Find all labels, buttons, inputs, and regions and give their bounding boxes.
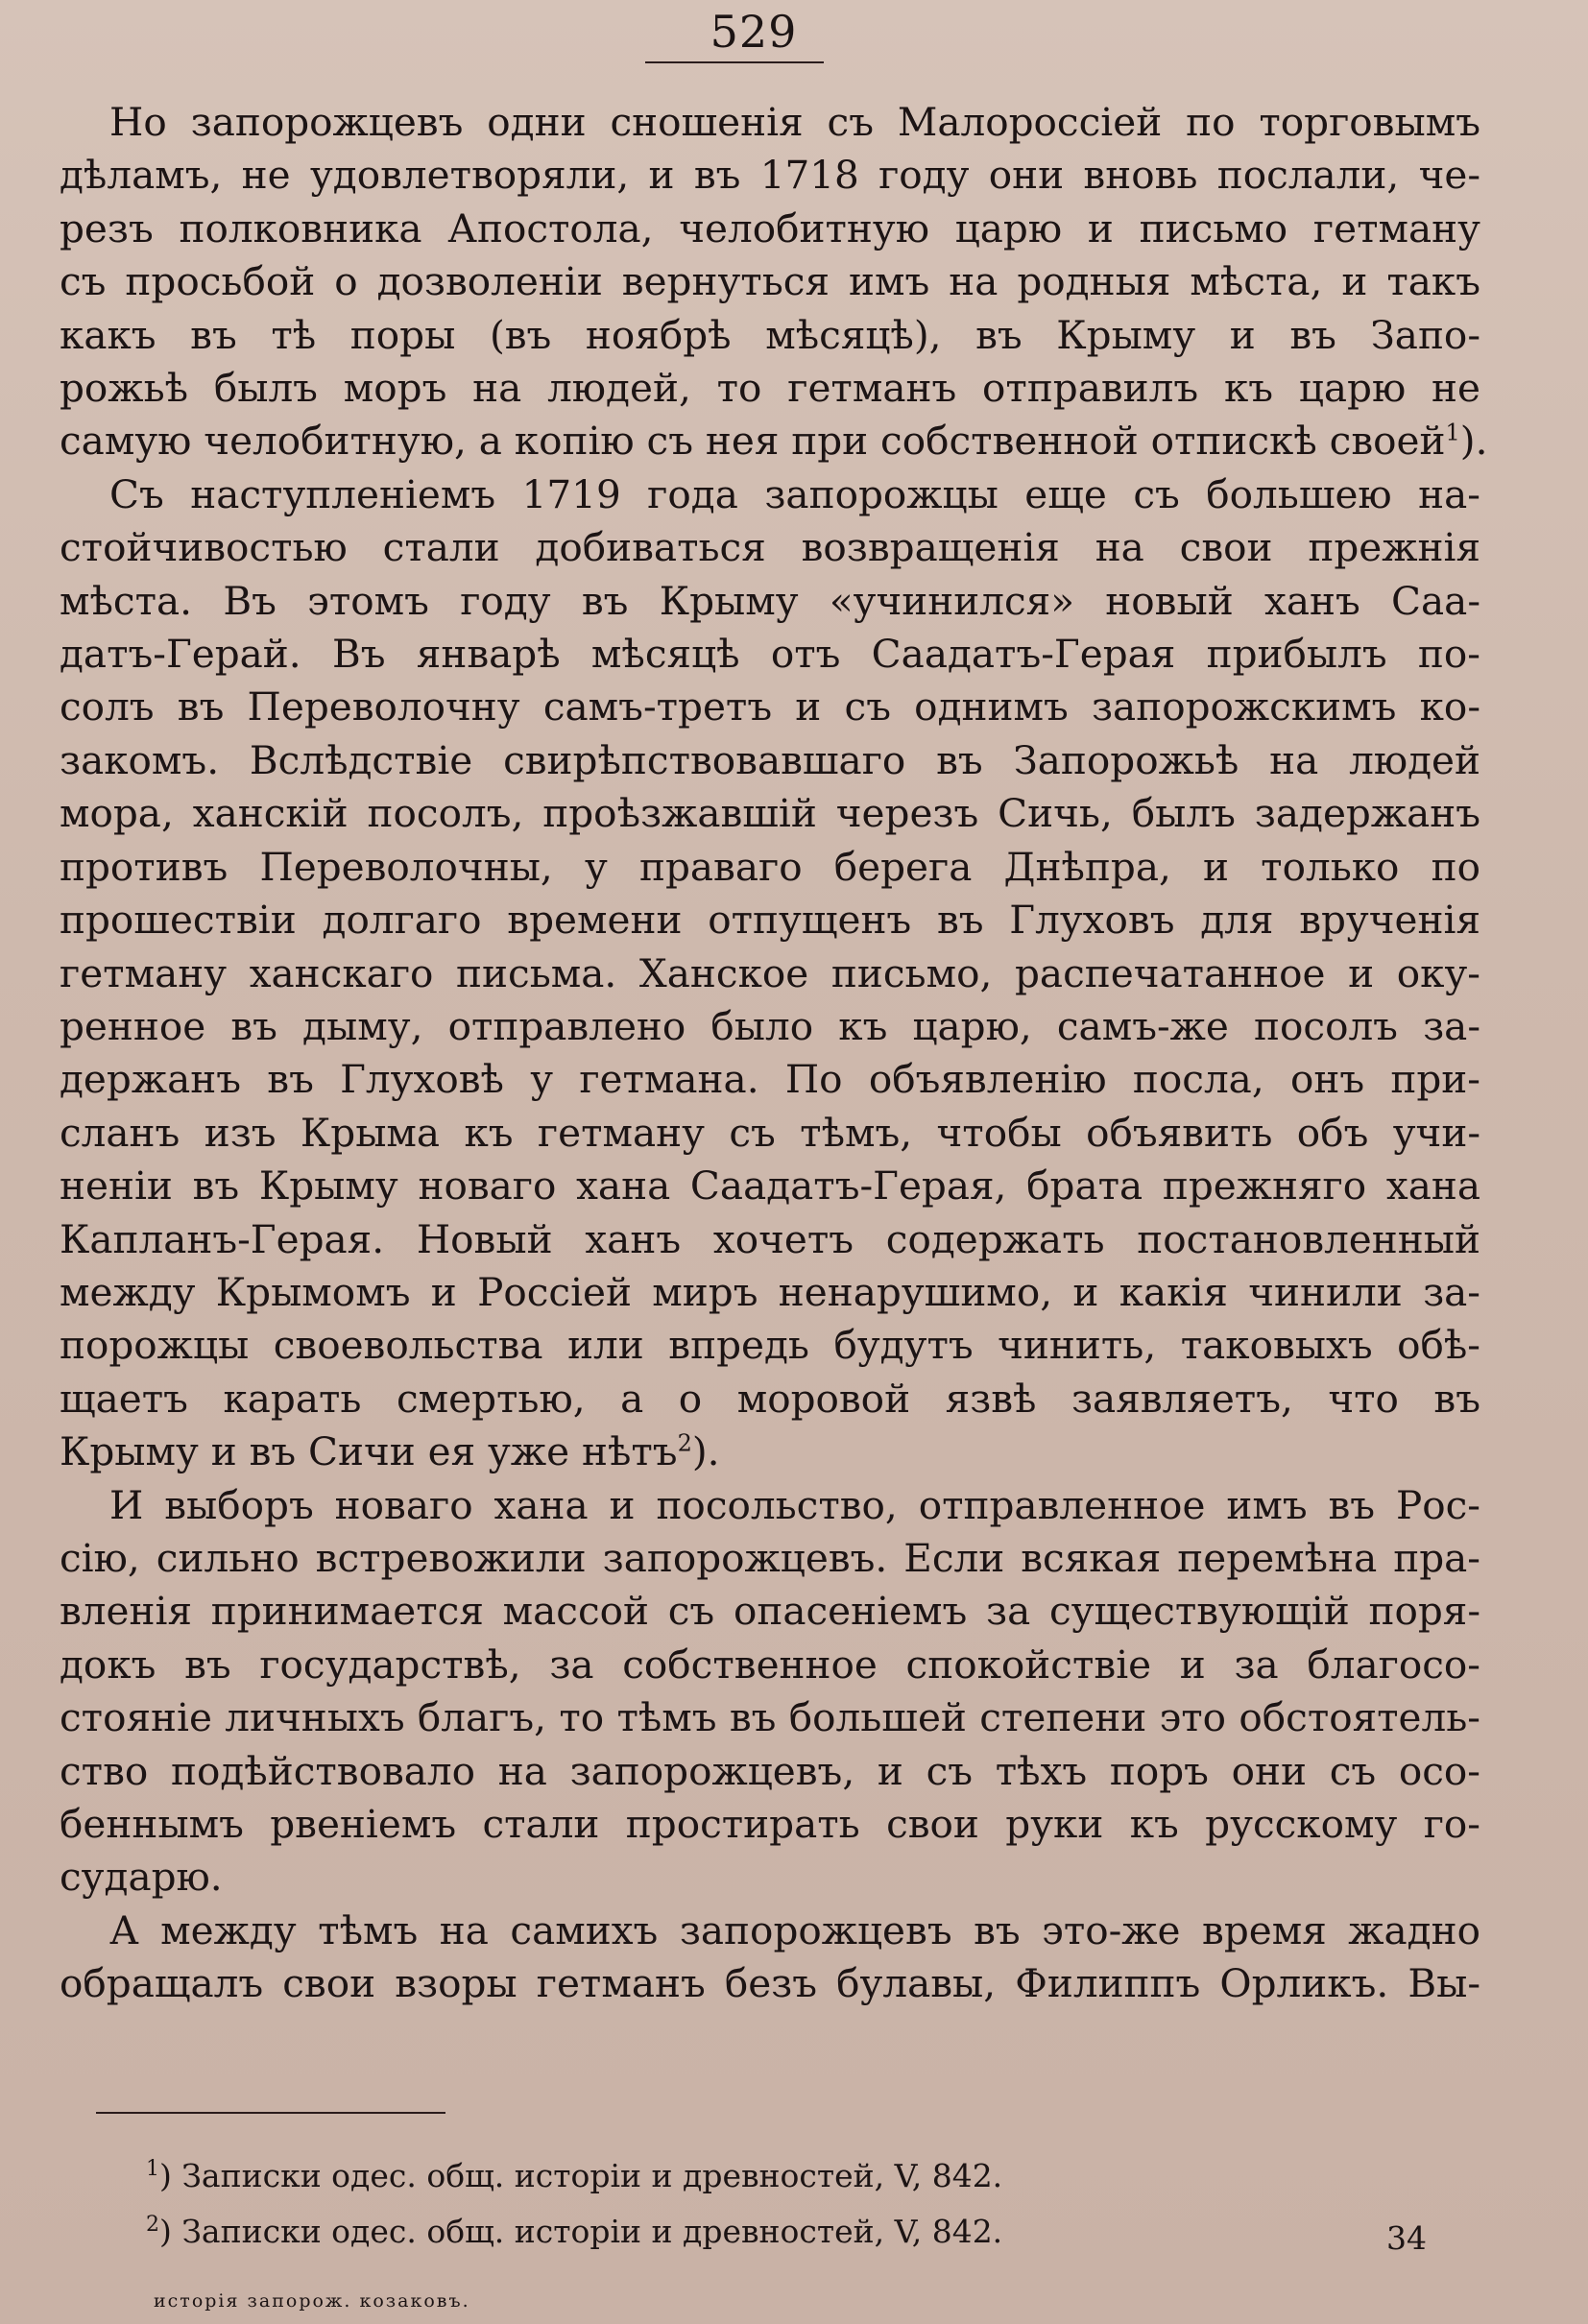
line-text: Съ наступленіемъ 1719 года запорожцы еще съ большею на-: [109, 470, 1480, 517]
text-line: [60, 96, 1480, 149]
text-line: [60, 309, 1480, 362]
footnote: [146, 2148, 1002, 2204]
body-text: [60, 96, 1488, 2011]
line-text: гетману ханскаго письма. Ханское письмо, распечатанное и оку-: [60, 949, 1480, 996]
text-line: [60, 415, 1488, 467]
line-text: солъ въ Переволочну самъ-третъ и съ однимъ запорожскимъ ко-: [60, 683, 1480, 731]
line-text: сударю.: [60, 1854, 223, 1901]
line-text: ренное въ дыму, отправлено было къ царю, самъ-же посолъ за-: [60, 1002, 1480, 1049]
text-line: [60, 1532, 1480, 1585]
line-text: Крыму и въ Сичи ея уже нѣтъ: [60, 1428, 678, 1475]
line-text: стойчивостью стали добиваться возвращенія на свои прежнія: [60, 524, 1480, 571]
footnote-mark: 1: [146, 2157, 159, 2181]
line-text: стояніе личныхъ благъ, то тѣмъ въ большей степени это обстоятель-: [60, 1694, 1480, 1741]
line-text: мора, ханскій посолъ, проѣзжавшій черезъ Сичь, былъ задержанъ: [60, 790, 1480, 837]
text-line: [60, 681, 1480, 733]
text-line: [60, 1053, 1480, 1106]
text-line: [60, 1905, 1480, 1957]
line-text: съ просьбой о дозволеніи вернуться имъ на родныя мѣста, и такъ: [60, 258, 1480, 305]
footnote-text: ) Записки одес. общ. исторіи и древностей, V, 842.: [159, 2157, 1003, 2194]
text-line: [60, 1585, 1480, 1638]
text-line: [60, 628, 1480, 681]
text-line: [60, 468, 1480, 521]
text-line: [60, 1213, 1480, 1266]
footnote-rule: [96, 2112, 445, 2114]
line-text: А между тѣмъ на самихъ запорожцевъ въ это-же время жадно: [109, 1906, 1480, 1953]
text-line: [60, 894, 1480, 946]
line-text: Но запорожцевъ одни сношенія съ Малороссіей по торговымъ: [109, 99, 1480, 145]
footnote-text: ) Записки одес. общ. исторіи и древностей, V, 842.: [159, 2213, 1003, 2250]
text-line: [60, 1426, 1480, 1478]
text-line: [60, 1798, 1480, 1851]
text-line: [60, 841, 1480, 894]
running-foot: исторія запорож. козаковъ.: [154, 2290, 470, 2312]
line-text: противъ Переволочны, у праваго берега Днѣпра, и только по: [60, 843, 1480, 890]
text-line: [60, 1745, 1480, 1798]
text-line: [60, 203, 1480, 255]
line-tail: ).: [1459, 418, 1488, 465]
page-number: 529: [710, 6, 798, 58]
line-text: беннымъ рвеніемъ стали простирать свои руки къ русскому го-: [60, 1801, 1480, 1847]
text-line: [60, 1479, 1480, 1532]
line-text: закомъ. Вслѣдствіе свирѣпствовавшаго въ Запорожьѣ на людей: [60, 736, 1480, 783]
line-text: ство подѣйствовало на запорожцевъ, и съ тѣхъ поръ они съ осо-: [60, 1747, 1480, 1794]
line-text: неніи въ Крыму новаго хана Саадатъ-Герая, брата прежняго хана: [60, 1162, 1480, 1210]
footnotes: [146, 2148, 1002, 2260]
text-line: [60, 1107, 1480, 1160]
line-text: сію, сильно встревожили запорожцевъ. Если всякая перемѣна пра-: [60, 1534, 1480, 1581]
text-line: [60, 1000, 1480, 1053]
line-text: датъ-Герай. Въ январѣ мѣсяцѣ отъ Саадатъ-Герая прибылъ по-: [60, 631, 1480, 678]
line-text: щаетъ карать смертью, а о моровой язвѣ заявляетъ, что въ: [60, 1375, 1480, 1422]
text-line: [60, 521, 1480, 574]
line-text: резъ полковника Апостола, челобитную царю и письмо гетману: [60, 204, 1480, 252]
line-text: рожьѣ былъ моръ на людей, то гетманъ отправилъ къ царю не: [60, 365, 1480, 412]
footnote-ref: 1: [1445, 419, 1460, 446]
line-text: прошествіи долгаго времени отпущенъ въ Глуховъ для врученія: [60, 897, 1480, 944]
line-text: дѣламъ, не удовлетворяли, и въ 1718 году они вновь послали, че-: [60, 152, 1480, 199]
footnote: [146, 2204, 1002, 2260]
text-line: [60, 1851, 1480, 1904]
line-text: какъ въ тѣ поры (въ ноябрѣ мѣсяцѣ), въ Крыму и въ Запо-: [60, 311, 1480, 358]
text-line: [60, 149, 1480, 202]
line-text: докъ въ государствѣ, за собственное спокойствіе и за благосо-: [60, 1641, 1480, 1688]
text-line: [60, 1266, 1480, 1319]
text-line: [60, 1639, 1480, 1691]
header-rule: [645, 61, 824, 63]
text-line: [60, 947, 1480, 1000]
text-line: [60, 734, 1480, 787]
text-line: [60, 362, 1480, 415]
signature-mark: 34: [1386, 2219, 1427, 2257]
text-line: [60, 1160, 1480, 1212]
text-line: [60, 1319, 1480, 1372]
line-text: обращалъ свои взоры гетманъ безъ булавы, Филиппъ Орликъ. Вы-: [60, 1960, 1480, 2007]
footnote-mark: 2: [146, 2213, 159, 2237]
text-line: [60, 1691, 1480, 1744]
text-line: [60, 1957, 1480, 2010]
line-text: вленія принимается массой съ опасеніемъ за существующій поря-: [60, 1588, 1480, 1635]
line-text: самую челобитную, а копію съ нея при собственной отпискѣ своей: [60, 418, 1446, 465]
line-text: мѣста. Въ этомъ году въ Крыму «учинился» новый ханъ Саа-: [60, 577, 1480, 624]
text-line: [60, 255, 1480, 308]
line-text: И выборъ новаго хана и посольство, отправленное имъ въ Рос-: [109, 1481, 1480, 1528]
line-text: держанъ въ Глуховѣ у гетмана. По объявленію посла, онъ при-: [60, 1056, 1480, 1103]
footnote-ref: 2: [677, 1429, 692, 1457]
text-line: [60, 787, 1480, 840]
line-text: сланъ изъ Крыма къ гетману съ тѣмъ, чтобы объявить объ учи-: [60, 1109, 1480, 1156]
text-line: [60, 575, 1480, 628]
line-tail: ).: [691, 1428, 720, 1475]
line-text: между Крымомъ и Россіей миръ ненарушимо, и какія чинили за-: [60, 1268, 1480, 1315]
line-text: Капланъ-Герая. Новый ханъ хочетъ содержать постановленный: [60, 1215, 1480, 1262]
text-line: [60, 1373, 1480, 1426]
line-text: порожцы своевольства или впредь будутъ чинить, таковыхъ обѣ-: [60, 1322, 1480, 1369]
